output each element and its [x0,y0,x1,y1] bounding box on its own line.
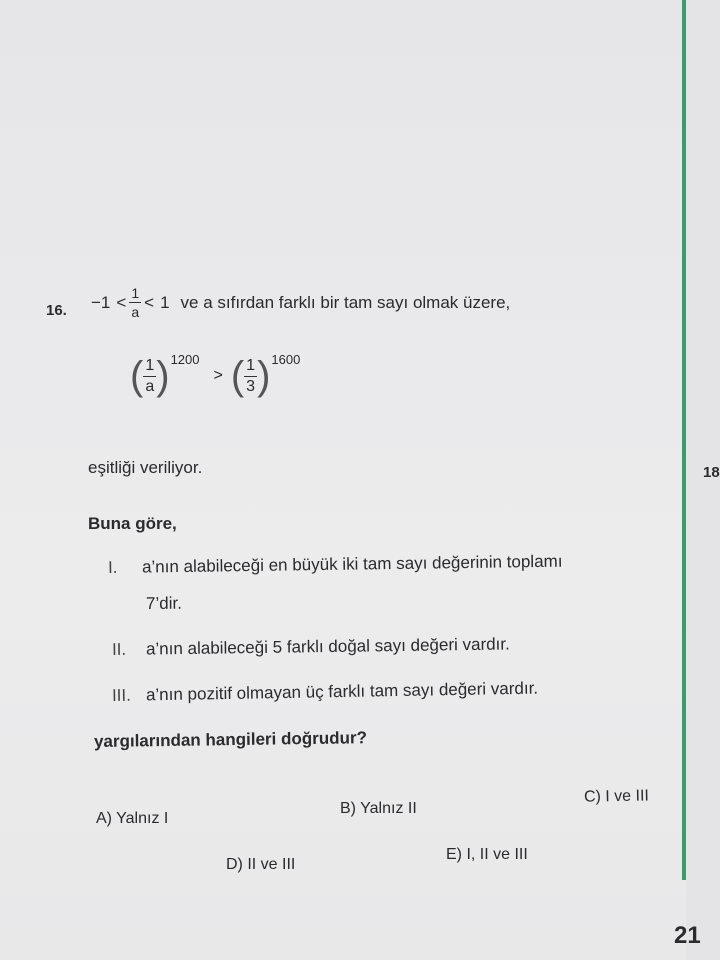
left-fraction [143,358,156,395]
close-paren: ) [156,354,170,398]
option-b[interactable]: B) Yalnız II [340,800,417,817]
margin-number: 18 [703,464,720,481]
statement-2-roman: II. [111,639,127,659]
condition-left: −1 [91,292,111,312]
statement-1 [108,552,563,578]
open-paren: ( [130,354,144,398]
statement-3 [112,679,538,706]
right-exponent: 1600 [271,352,301,367]
fraction-bar [143,376,156,377]
statement-3-text: a’nın pozitif olmayan üç farklı tam sayı değeri vardır. [145,678,539,705]
statement-1-text: a’nın alabileceği en büyük iki tam sayı değerinin toplamı [141,551,563,577]
question-number: 16. [46,302,67,319]
option-c[interactable]: C) I ve III [583,787,650,806]
condition-text: ve a sıfırdan farklı bir tam sayı olmak üzere, [180,292,511,312]
condition-frac-num: 1 [131,285,140,301]
right-den: 3 [246,377,256,395]
statement-3-roman: III. [111,685,132,705]
open-paren: ( [230,354,245,398]
statement-2-text: a’nın alabileceği 5 farklı doğal sayı değeri vardır. [145,634,510,659]
inequality-sign: > [213,367,223,384]
question-prompt: yargılarından hangileri doğrudur? [93,728,368,751]
condition-fraction [129,286,141,319]
right-num: 1 [246,356,256,374]
margin-line [682,0,686,880]
condition-lt1: < [116,292,127,312]
fraction-bar [244,376,257,377]
given-text: eşitliği veriliyor. [88,458,203,477]
option-d[interactable]: D) II ve III [226,856,296,873]
statement-1-continued: 7’dir. [145,593,182,613]
lead-text: Buna göre, [88,514,177,533]
left-num: 1 [145,356,155,374]
statement-2 [112,634,510,660]
question-condition [88,286,513,319]
condition-frac-den: a [131,304,140,320]
option-e[interactable]: E) I, II ve III [446,846,528,863]
option-a[interactable]: A) Yalnız I [96,810,169,827]
left-den: a [145,377,155,395]
fraction-bar [129,302,141,303]
condition-lt2: < [144,292,155,312]
statement-1-roman: I. [107,557,118,577]
page-number: 21 [674,922,701,949]
condition-right: 1 [160,292,170,312]
right-fraction [244,358,257,395]
close-paren: ) [257,354,271,398]
inequality [130,352,301,398]
left-exponent: 1200 [170,352,200,367]
